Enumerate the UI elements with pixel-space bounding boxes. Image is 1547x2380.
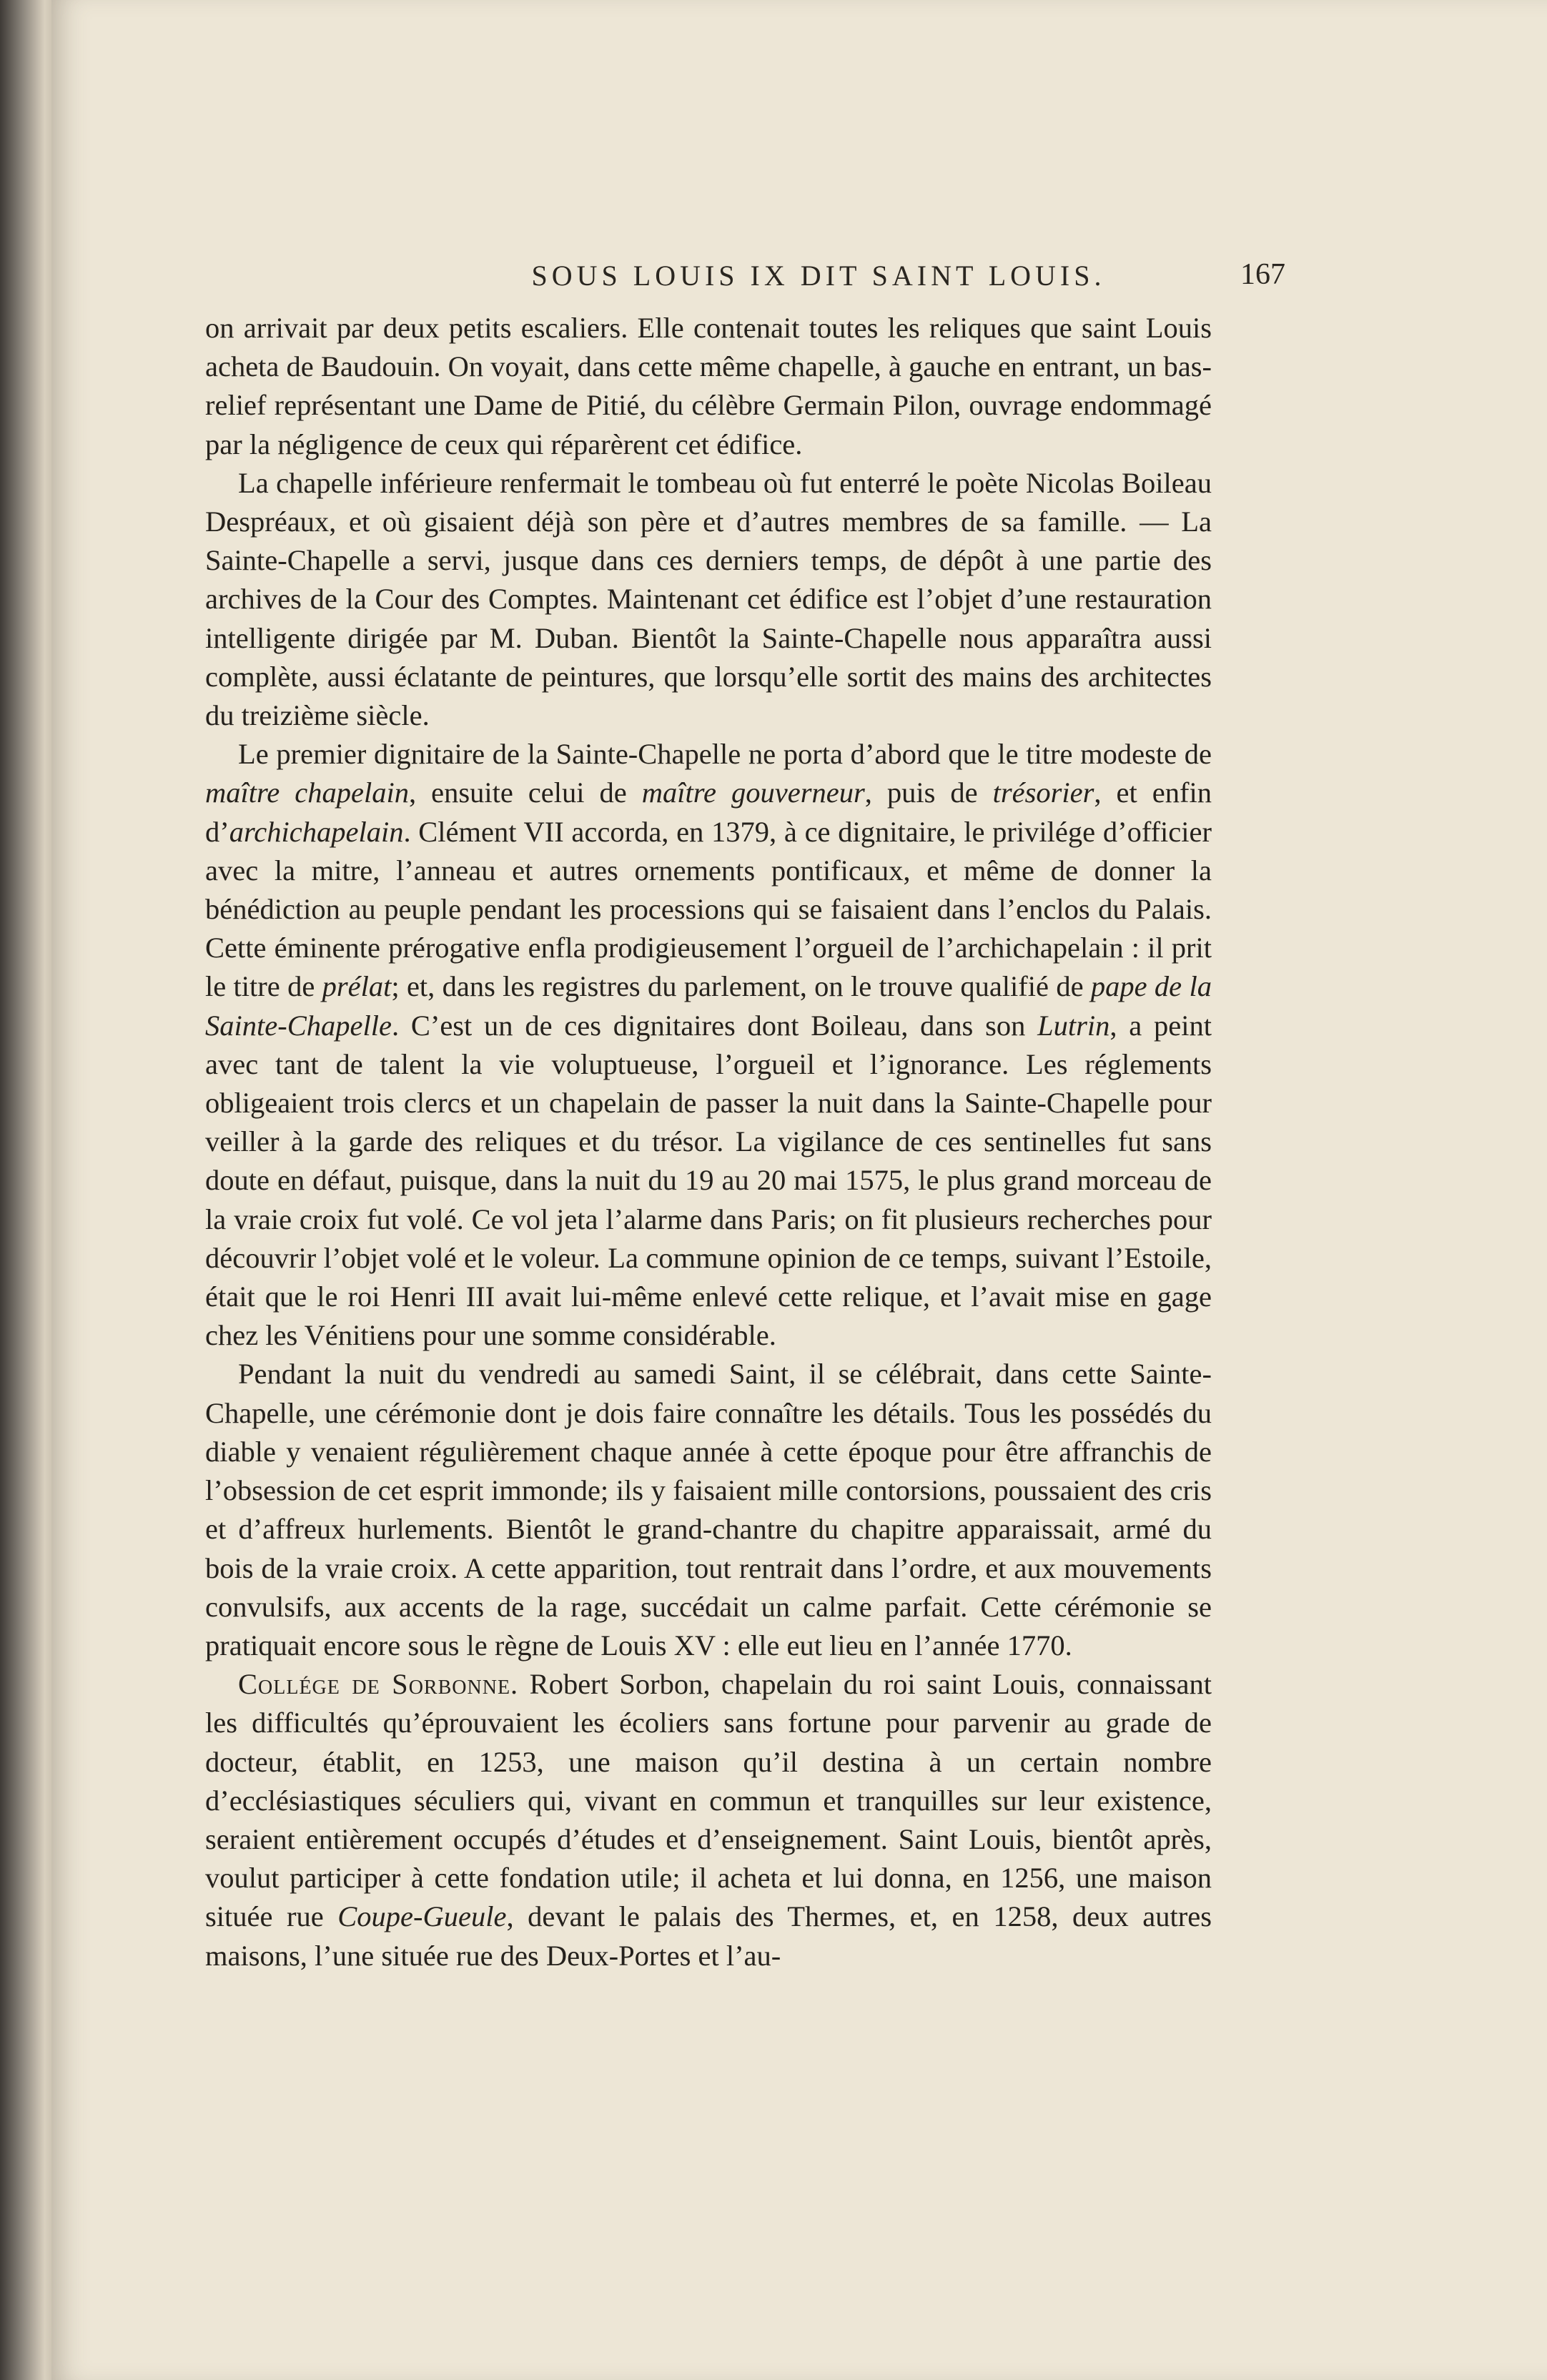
page-number: 167 [1240, 258, 1285, 291]
text-run: , a peint avec tant de talent la vie voluptueuse, l’orgueil et l’ignorance. Les réglements obligeaient trois clercs et un chapelain de passer la nuit dans la Sainte-Chapelle pour veiller à la garde des reliques et du trésor. La vigilance de ces sentinelles fut sans doute en défaut, puisque, dans la nuit du 19 au 20 mai 1575, le plus grand morceau de la vraie croix fut volé. Ce vol jeta l’alarme dans Paris; on fit plusieurs recherches pour découvrir l’objet volé et le voleur. La commune opinion de ce temps, suivant l’Estoile, était que le roi Henri III avait lui-même enlevé cette relique, et l’avait mise en gage chez les Vénitiens pour une somme considérable. [205, 1009, 1212, 1352]
italic-text: trésorier [992, 776, 1094, 809]
italic-text: archichapelain [229, 815, 404, 848]
italic-text: prélat [322, 970, 392, 1003]
paragraph [205, 1665, 1212, 1975]
italic-text: Coupe-Gueule [337, 1900, 507, 1933]
text-run: Le premier dignitaire de la Sainte-Chapelle ne porta d’abord que le titre modeste de [238, 738, 1212, 771]
body-text [205, 309, 1212, 1975]
text-run: , puis de [864, 776, 993, 809]
paragraph [205, 1355, 1212, 1665]
text-run: , et enfin d’ [205, 776, 1212, 848]
text-run: . C’est un de ces dignitaires dont Boileau, dans son [391, 1009, 1038, 1042]
italic-text: maître chapelain [205, 776, 409, 809]
text-run: . Clément VII accorda, en 1379, à ce dignitaire, le privilége d’officier avec la mitre, l’anneau et autres ornements pontificaux, et même de donner la bénédiction au peuple pendant les processions qui se faisaient dans l’enclos du Palais. Cette éminente prérogative enfla prodigieusement l’orgueil de l’archichapelain : il prit le titre de [205, 815, 1212, 1003]
text-run: , devant le palais des Thermes, et, en 1258, deux autres maisons, l’une située rue des Deux-Portes et l’au- [205, 1900, 1212, 1972]
paragraph [205, 735, 1212, 1355]
running-head: SOUS LOUIS IX DIT SAINT LOUIS. [531, 260, 1106, 292]
italic-text: maître gouverneur [641, 776, 865, 809]
left-page-edge [0, 0, 56, 2380]
text-run: , ensuite celui de [408, 776, 642, 809]
text-run: La chapelle inférieure renfermait le tombeau où fut enterré le poète Nicolas Boileau Despréaux, et où gisaient déjà son père et d’autres membres de sa famille. — La Sainte-Chapelle a servi, jusque dans ces derniers temps, de dépôt à une partie des archives de la Cour des Comptes. Maintenant cet édifice est l’objet d’une restauration intelligente dirigée par M. Duban. Bientôt la Sainte-Chapelle nous apparaîtra aussi complète, aussi éclatante de peintures, que lorsqu’elle sortit des mains des architectes du treizième siècle. [205, 466, 1212, 732]
italic-text: Lutrin [1037, 1009, 1110, 1042]
text-run: on arrivait par deux petits escaliers. Elle contenait toutes les reliques que saint Louis acheta de Baudouin. On voyait, dans cette même chapelle, à gauche en entrant, un bas-relief représentant une Dame de Pitié, du célèbre Germain Pilon, ouvrage endommagé par la négligence de ceux qui réparèrent cet édifice. [205, 312, 1212, 460]
italic-text: pape de la Sainte-Chapelle [205, 970, 1212, 1042]
text-run: Pendant la nuit du vendredi au samedi Saint, il se célébrait, dans cette Sainte-Chapelle, une cérémonie dont je dois faire connaître les détails. Tous les possédés du diable y venaient régulièrement chaque année à cette époque pour être affranchis de l’obsession de cet esprit immonde; ils y faisaient mille contorsions, poussaient des cris et d’affreux hurlements. Bientôt le grand-chantre du chapitre apparaissait, armé du bois de la vraie croix. A cette apparition, tout rentrait dans l’ordre, et aux mouvements convulsifs, aux accents de la rage, succédait un calme parfait. Cette cérémonie se pratiquait encore sous le règne de Louis XV : elle eut lieu en l’année 1770. [205, 1358, 1212, 1661]
text-run: Robert Sorbon, chapelain du roi saint Louis, connaissant les difficultés qu’éprouvaient les écoliers sans fortune pour parvenir au grade de docteur, établit, en 1253, une maison qu’il destina à un certain nombre d’ecclésiastiques séculiers qui, vivant en commun et tranquilles sur leur existence, seraient entièrement occupés d’études et d’enseignement. Saint Louis, bientôt après, voulut participer à cette fondation utile; il acheta et lui donna, en 1256, une maison située rue [205, 1668, 1212, 1933]
section-heading: Collége de Sorbonne. [238, 1668, 519, 1701]
text-run: ; et, dans les registres du parlement, on le trouve qualifié de [391, 970, 1091, 1003]
paragraph [205, 464, 1212, 735]
paragraph [205, 309, 1212, 464]
